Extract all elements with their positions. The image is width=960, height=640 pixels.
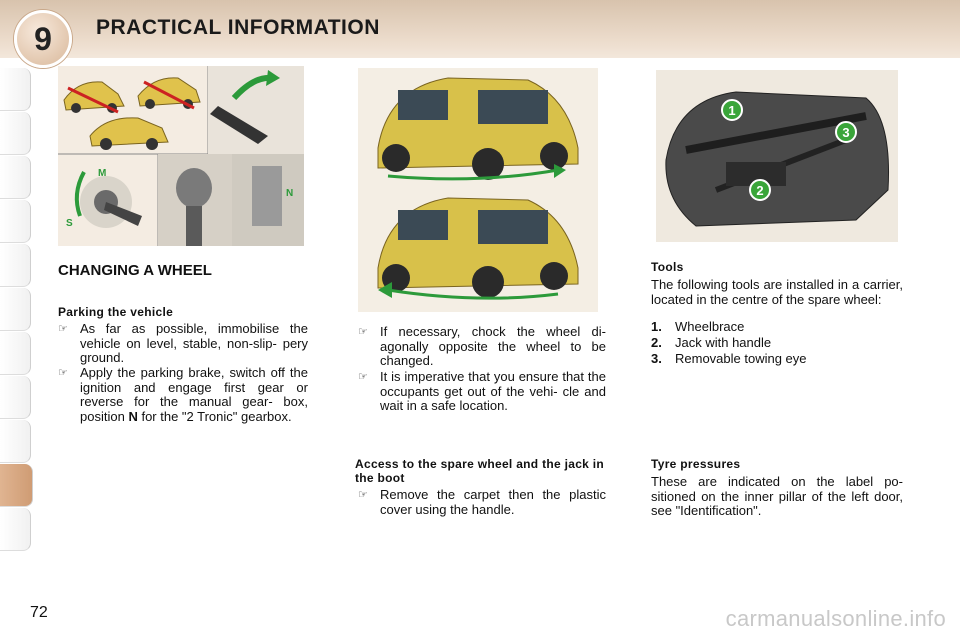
chapter-tab[interactable]	[0, 376, 31, 419]
label-n: N	[286, 188, 294, 199]
tool-item-2: 2. Jack with handle	[651, 335, 772, 350]
parking-subtitle: Parking the vehicle	[58, 305, 174, 319]
tool-kit-illustration	[656, 70, 898, 242]
handbrake-lever	[208, 66, 304, 154]
page-number: 72	[30, 604, 48, 621]
chapter-tab[interactable]	[0, 156, 31, 199]
manual-gear-knob	[158, 154, 232, 246]
section-heading: CHANGING A WHEEL	[58, 262, 212, 279]
chapter-tab[interactable]	[0, 68, 31, 111]
wheel-chock-illustration	[358, 68, 598, 312]
chapter-tab[interactable]	[0, 420, 31, 463]
position-n: N	[128, 408, 138, 424]
wheel-chock-figure	[358, 68, 598, 312]
access-bullet: ☞ Remove the carpet then the plastic cover using the handle.	[358, 487, 606, 517]
tool-item-3: 3. Removable towing eye	[651, 351, 807, 366]
chapter-tab[interactable]	[0, 112, 31, 155]
callout-1	[722, 100, 742, 120]
chapter-tabs	[0, 68, 34, 578]
car-top	[378, 78, 578, 180]
svg-text:3: 3	[842, 125, 850, 140]
bullet-glyph: ☞	[358, 489, 368, 501]
tool-item-1: 1. Wheelbrace	[651, 319, 745, 334]
chapter-tab[interactable]	[0, 332, 31, 375]
tyre-text: These are indicated on the label po- sitioned on the inner pillar of the left door, see "Identification".	[651, 474, 903, 518]
access-subtitle: Access to the spare wheel and the jack in the boot	[355, 457, 605, 485]
tools-intro: The following tools are installed in a carrier, located in the centre of the spare wheel:	[651, 277, 903, 307]
chapter-tab[interactable]	[0, 200, 31, 243]
2tronic-selector	[232, 154, 304, 246]
watermark: carmanualsonline.info	[725, 606, 946, 631]
chapter-number-badge: 9	[14, 10, 72, 68]
chapter-title: PRACTICAL INFORMATION	[96, 16, 380, 39]
label-m: M	[98, 168, 107, 179]
label-s: S	[66, 218, 73, 229]
tyre-subtitle: Tyre pressures	[651, 457, 741, 471]
chapter-tab-active[interactable]	[0, 464, 33, 507]
parking-illustration	[58, 66, 304, 246]
chock-bullet: ☞ If necessary, chock the wheel di- agonally opposite the wheel to be changed.	[358, 324, 606, 368]
chapter-tab[interactable]	[0, 508, 31, 551]
car-bottom	[378, 198, 578, 298]
parking-figure	[58, 66, 304, 246]
callout-3	[836, 122, 856, 142]
tools-subtitle: Tools	[651, 260, 684, 274]
chapter-tab[interactable]	[0, 288, 31, 331]
bullet-glyph: ☞	[358, 371, 368, 383]
svg-text:2: 2	[756, 183, 764, 198]
parking-bullet-2: ☞ Apply the parking brake, switch off the ignition and engage first gear or reverse for the manual gear- box, position N for the "2 Tronic" gearbox.	[58, 365, 308, 424]
callout-2	[750, 180, 770, 200]
bullet-glyph: ☞	[58, 367, 68, 379]
chapter-tab[interactable]	[0, 244, 31, 287]
occupants-bullet: ☞ It is imperative that you ensure that the occupants get out of the vehi- cle and wait in a safe location.	[358, 369, 606, 413]
tool-kit-figure	[656, 70, 898, 242]
parking-bullet-1: ☞ As far as possible, immobilise the vehicle on level, stable, non-slip- pery ground.	[58, 321, 308, 365]
bullet-glyph: ☞	[358, 326, 368, 338]
svg-text:1: 1	[728, 103, 736, 118]
bullet-glyph: ☞	[58, 323, 68, 335]
